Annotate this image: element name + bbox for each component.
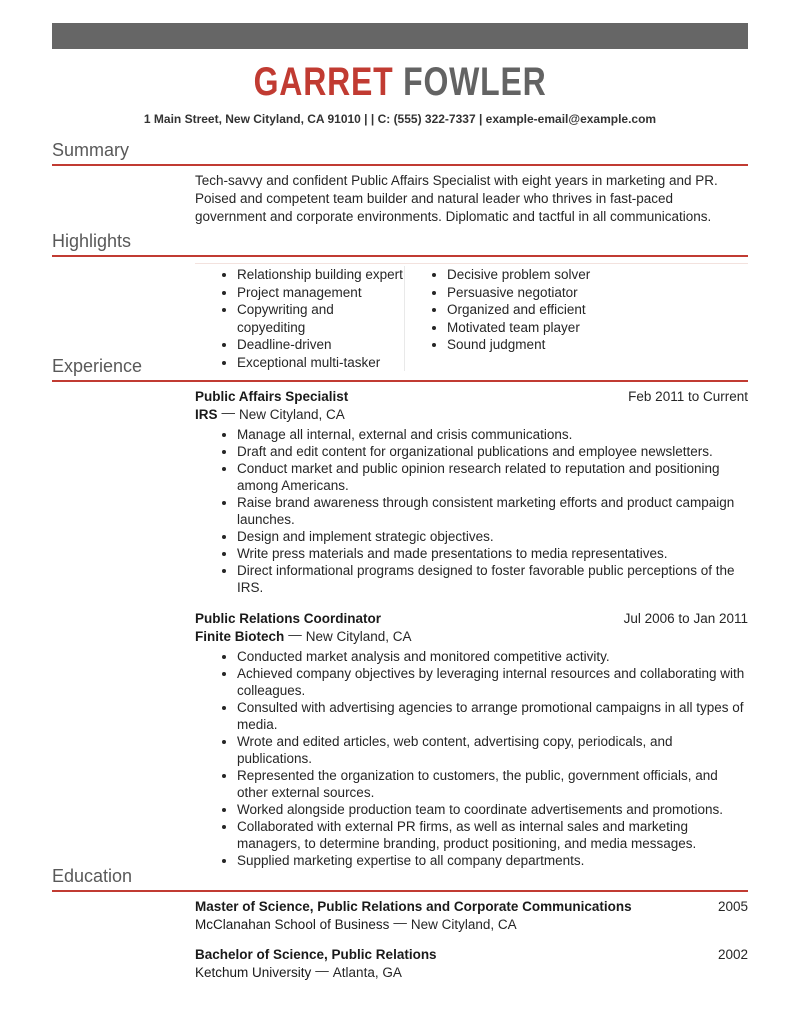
education-body	[195, 898, 748, 982]
job-bullet: • Raise brand awareness through consistent marketing efforts and product campaign launches.	[237, 494, 748, 528]
candidate-name-text	[254, 60, 547, 104]
section-summary	[52, 140, 748, 226]
company-name: IRS	[195, 407, 218, 422]
job-bullet: • Wrote and edited articles, web content, advertising copy, periodicals, and publications.	[237, 733, 748, 767]
dash-separator: —	[393, 915, 407, 930]
summary-text: Tech-savvy and confident Public Affairs Specialist with eight years in marketing and PR. Poised and competent team builder and natural leader who thrives in fast-paced government and corporate environments. Diplomatic and tactful in all communications.	[195, 173, 718, 224]
dash-separator: —	[315, 963, 329, 978]
section-title-highlights: Highlights	[52, 231, 748, 257]
graduation-year: 2002	[717, 947, 748, 962]
dash-separator: —	[221, 405, 236, 420]
school-line	[195, 964, 748, 982]
highlight-item: • Deadline-driven	[237, 336, 404, 354]
job-location: New Cityland, CA	[239, 407, 345, 422]
job-bullet: • Manage all internal, external and crisis communications.	[237, 426, 748, 443]
highlight-item: • Decisive problem solver	[447, 266, 615, 284]
education-entry-2	[195, 946, 748, 982]
school-name: Ketchum University	[195, 965, 312, 980]
job-title: Public Relations Coordinator	[195, 611, 382, 626]
highlight-item: • Persuasive negotiator	[447, 284, 615, 302]
highlight-item: • Sound judgment	[447, 336, 615, 354]
education-header	[195, 946, 748, 964]
section-experience	[52, 356, 748, 881]
job-bullet: • Conducted market analysis and monitored competitive activity.	[237, 648, 748, 665]
company-name: Finite Biotech	[195, 629, 285, 644]
job-company-line	[195, 628, 748, 646]
dash-separator: —	[288, 627, 302, 642]
job-bullet: • Represented the organization to customers, the public, government officials, and other external sources.	[237, 767, 748, 801]
candidate-name	[0, 60, 800, 104]
first-name: GARRET	[253, 60, 394, 104]
graduation-year: 2005	[717, 899, 748, 914]
job-bullet: • Consulted with advertising agencies to arrange promotional campaigns in all types of media.	[237, 699, 748, 733]
school-location: Atlanta, GA	[332, 965, 402, 980]
highlight-item: • Relationship building expert	[237, 266, 404, 284]
contact-line: 1 Main Street, New Cityland, CA 91010 | | C: (555) 322-7337 | example-email@example.com	[143, 112, 657, 126]
header-bar	[52, 23, 748, 49]
job-bullet: • Achieved company objectives by leveraging internal resources and collaborating with colleagues.	[237, 665, 748, 699]
job-bullet: • Collaborated with external PR firms, as well as internal sales and marketing managers, to determine branding, product positioning, and media messages.	[237, 818, 748, 852]
experience-body	[195, 388, 748, 869]
summary-body	[195, 172, 748, 226]
degree-title: Master of Science, Public Relations and Corporate Communications	[195, 899, 632, 914]
education-header	[195, 898, 748, 916]
highlight-item: • Motivated team player	[447, 319, 615, 337]
job-bullet: • Worked alongside production team to coordinate advertisements and promotions.	[237, 801, 748, 818]
school-name: McClanahan School of Business	[195, 917, 390, 932]
highlight-item: • Organized and efficient	[447, 301, 615, 319]
job-dates: Feb 2011 to Current	[628, 389, 748, 404]
job-bullet: • Supplied marketing expertise to all company departments.	[237, 852, 748, 869]
job-bullet-list	[195, 648, 748, 869]
job-bullet: • Draft and edit content for organizational publications and employee newsletters.	[237, 443, 748, 460]
last-name: FOWLER	[403, 60, 547, 104]
job-entry-1	[195, 388, 748, 596]
section-title-education: Education	[52, 866, 748, 892]
job-entry-2	[195, 610, 748, 869]
job-bullet: • Write press materials and made presentations to media representatives.	[237, 545, 748, 562]
section-education	[52, 866, 748, 982]
degree-title: Bachelor of Science, Public Relations	[195, 947, 437, 962]
job-location: New Cityland, CA	[305, 629, 412, 644]
job-bullet: • Conduct market and public opinion research related to reputation and positioning among Americans.	[237, 460, 748, 494]
job-header	[195, 388, 748, 406]
education-entry-1	[195, 898, 748, 934]
highlight-item: • Copywriting and copyediting	[237, 301, 404, 336]
section-highlights	[52, 231, 748, 371]
highlights-body	[195, 263, 748, 371]
highlight-item: • Exceptional multi-tasker	[237, 354, 404, 372]
job-bullet-list	[195, 426, 748, 596]
job-bullet: • Design and implement strategic objectives.	[237, 528, 748, 545]
highlights-columns	[195, 263, 748, 371]
section-title-experience: Experience	[52, 356, 748, 382]
section-title-summary: Summary	[52, 140, 748, 166]
job-title: Public Affairs Specialist	[195, 389, 349, 404]
highlight-item: • Project management	[237, 284, 404, 302]
job-dates: Jul 2006 to Jan 2011	[623, 611, 748, 626]
job-company-line	[195, 406, 748, 424]
school-line	[195, 916, 748, 934]
job-bullet: • Direct informational programs designed to foster favorable public perceptions of the IRS.	[237, 562, 748, 596]
school-location: New Cityland, CA	[410, 917, 517, 932]
job-header	[195, 610, 748, 628]
